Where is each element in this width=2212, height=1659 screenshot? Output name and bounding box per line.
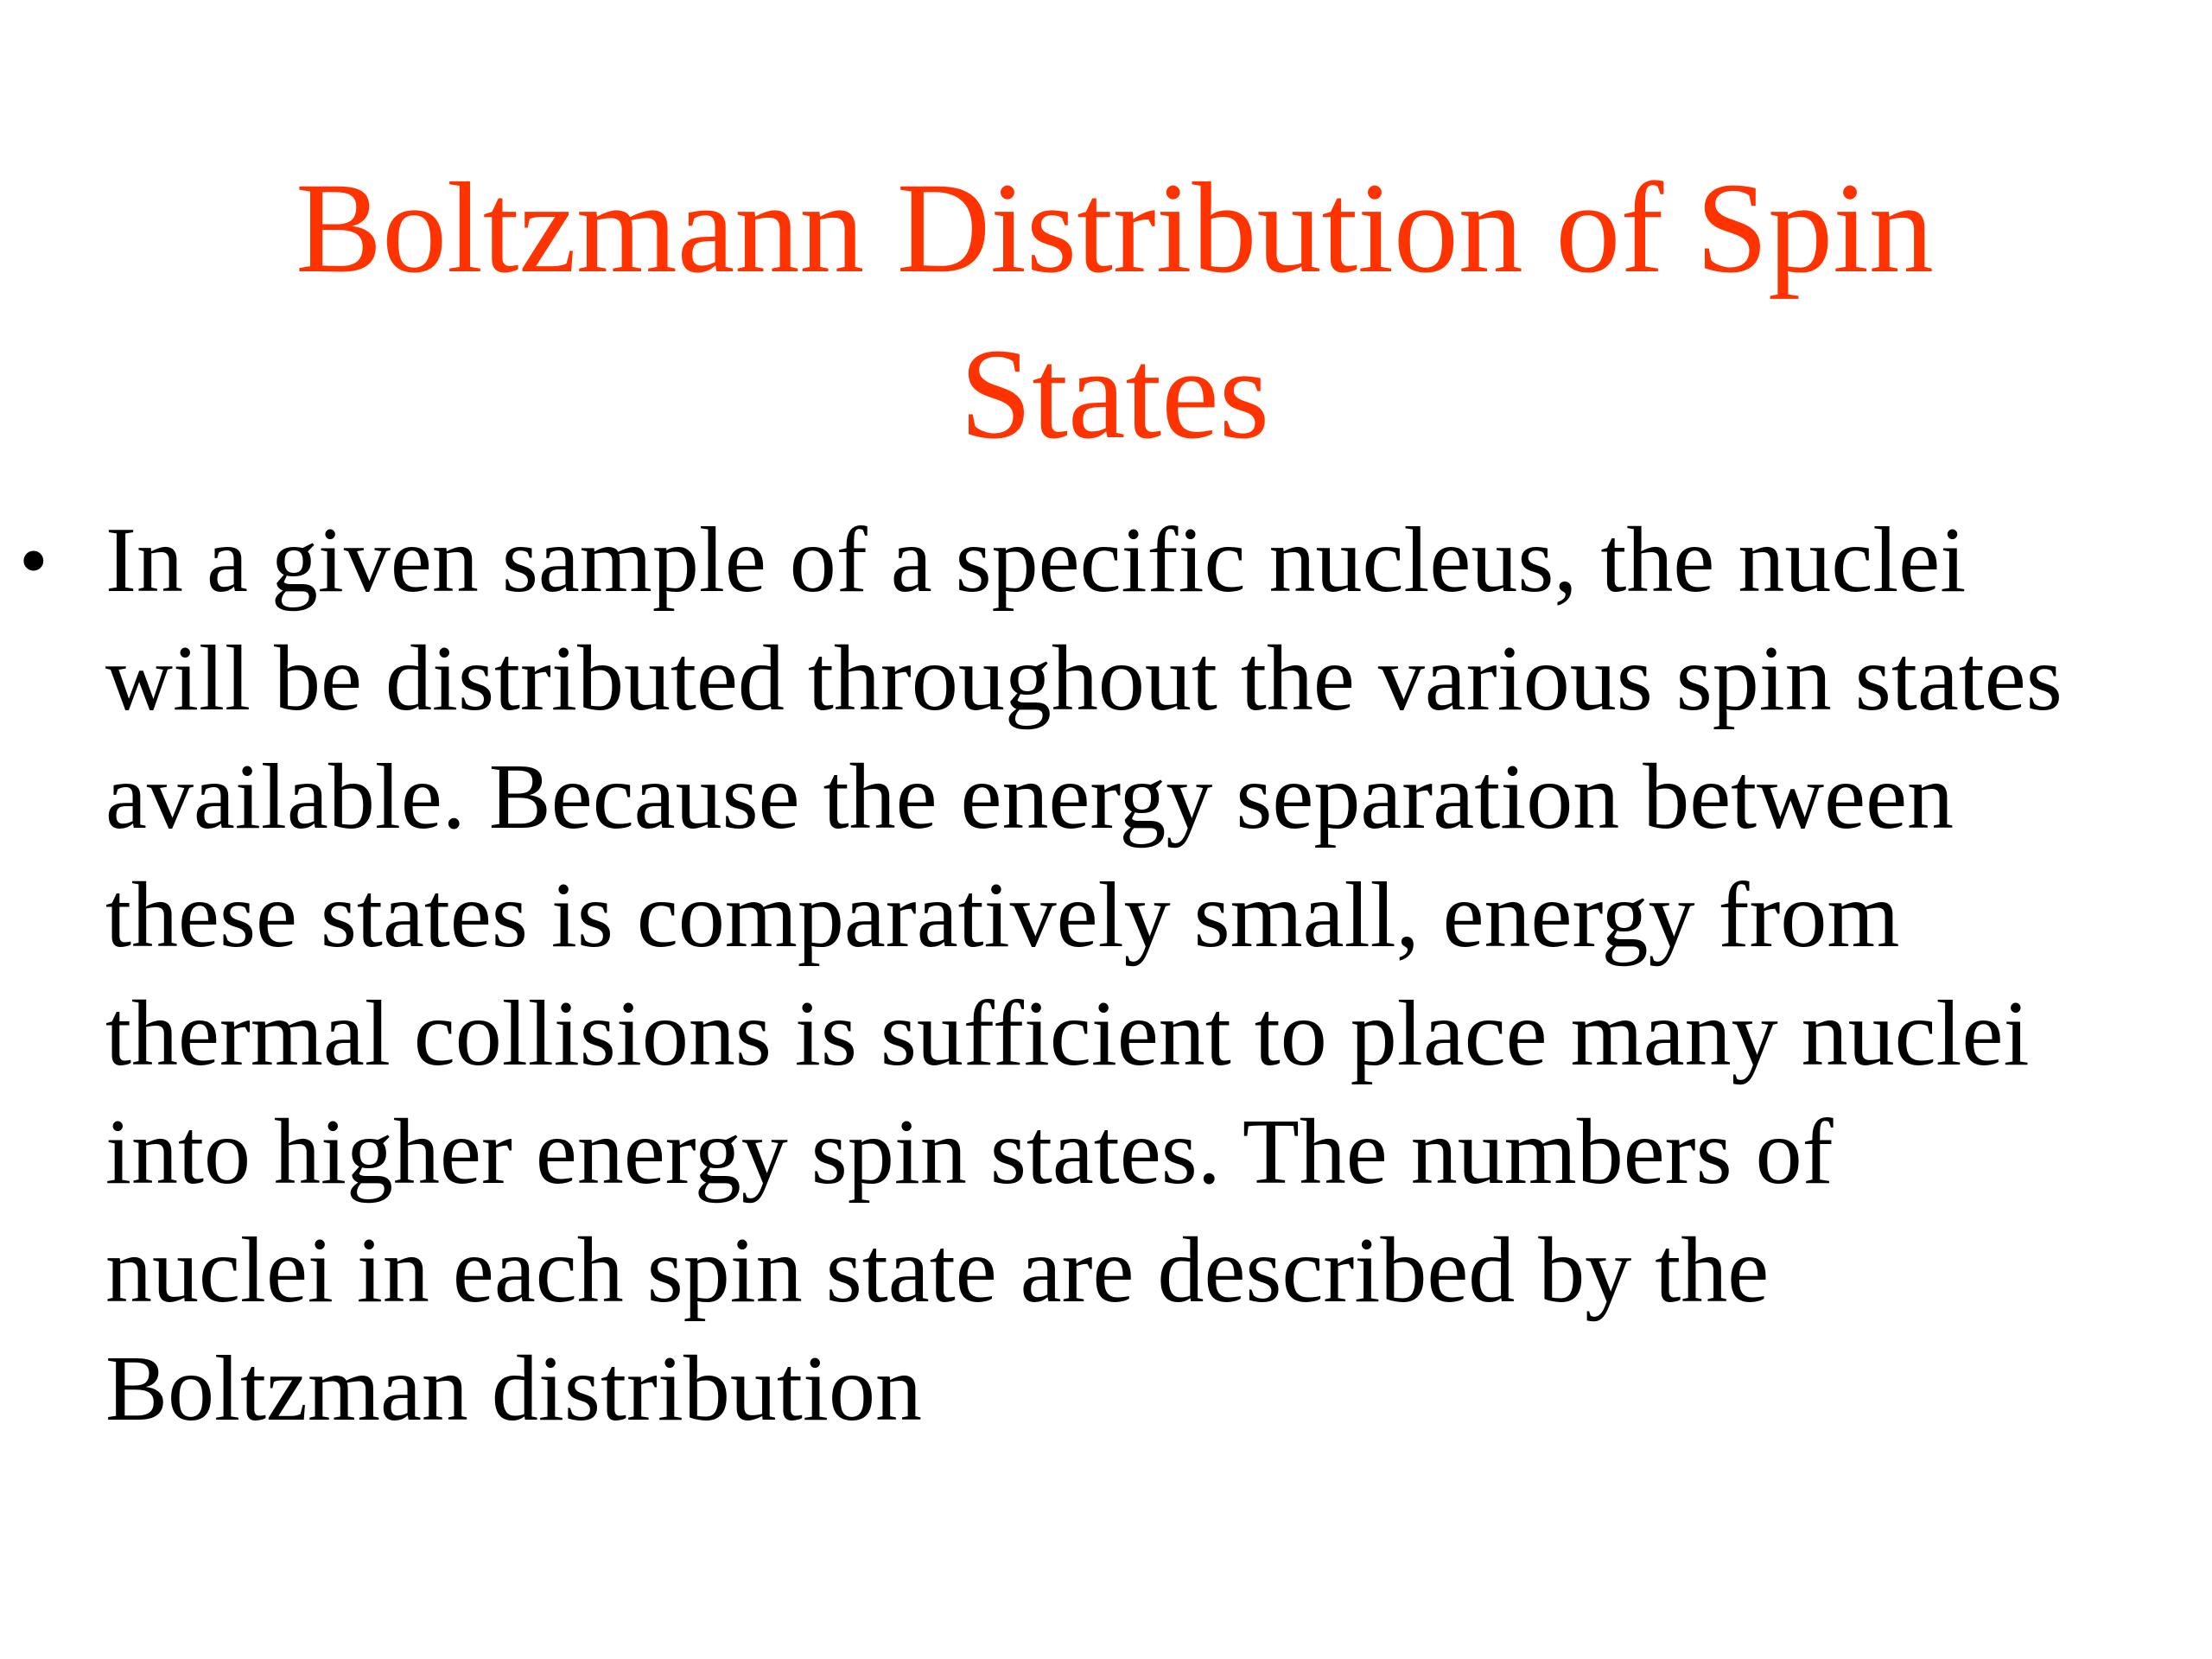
bullet-item [0, 501, 2205, 1448]
bullet-text-line: Boltzman distribution [105, 1338, 922, 1440]
bullet-text-line: thermal collisions is sufficient to place many nuclei [105, 982, 2030, 1085]
bullet-text-line: nuclei in each spin state are described by the [105, 1219, 1770, 1322]
bullet-text-line: these states is comparatively small, energy from [105, 864, 1900, 967]
bullet-text-line: into higher energy spin states. The numbers of [105, 1101, 1834, 1204]
bullet-text-line: In a given sample of a specific nucleus, the nuclei [105, 509, 1967, 612]
bullet-text-line: will be distributed throughout the various spin states [105, 627, 2063, 730]
bullet-text-line: available. Because the energy separation between [105, 746, 1955, 849]
slide-title: Boltzmann Distribution of Spin States [296, 156, 1934, 466]
bullet-icon: • [19, 514, 48, 607]
slide-body [0, 501, 2212, 1448]
